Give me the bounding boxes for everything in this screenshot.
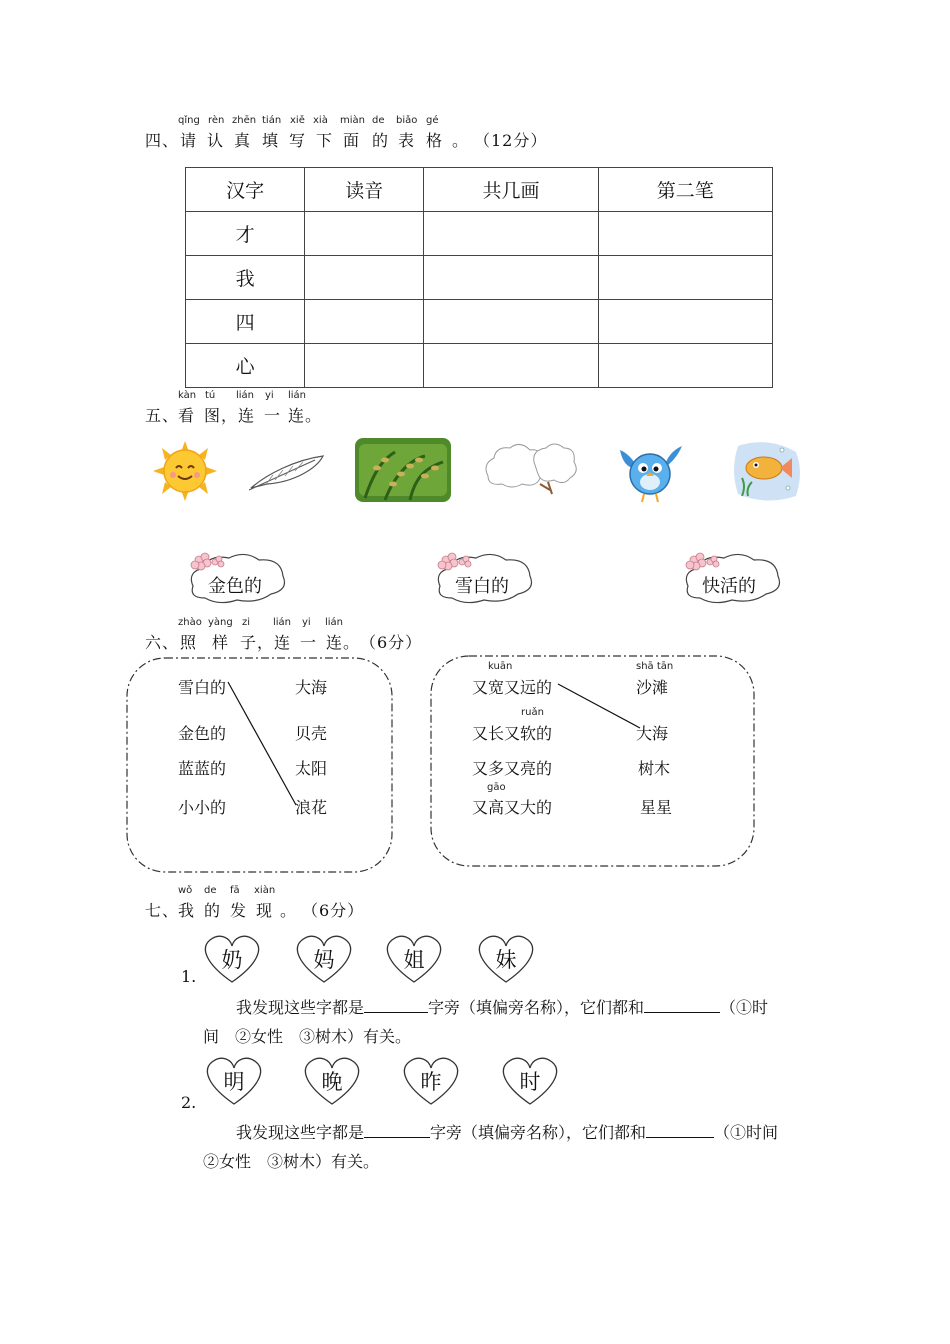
- title-char: 的: [204, 901, 222, 920]
- table-header: 第二笔: [598, 168, 772, 212]
- pinyin: fā: [230, 885, 240, 896]
- pinyin: tú: [205, 390, 216, 401]
- title-char: 的: [372, 131, 390, 150]
- pinyin: yi: [302, 617, 311, 628]
- pinyin: lián: [273, 617, 292, 628]
- left-noun[interactable]: 太阳: [295, 759, 328, 778]
- pinyin: wǒ: [178, 885, 193, 896]
- heart-char: 妈: [313, 948, 335, 972]
- meaning-blank[interactable]: [646, 1123, 714, 1138]
- table-char: 才: [186, 212, 305, 256]
- sentence-text: 我发现这些字都是: [236, 998, 365, 1017]
- heart-char: 奶: [221, 948, 243, 972]
- q2-sentence: [236, 1120, 778, 1143]
- pinyin: de: [204, 885, 217, 896]
- sentence-text: 字旁（填偏旁名称），它们都和: [428, 998, 645, 1017]
- cloud-label[interactable]: 雪白的: [455, 576, 509, 597]
- right-adjective[interactable]: 又多又亮的: [472, 759, 553, 778]
- q1-sentence: [236, 995, 768, 1018]
- pinyin: zhào: [178, 617, 202, 628]
- table-char: 四: [186, 300, 305, 344]
- title-char: 格: [426, 131, 444, 150]
- title-char: 填: [262, 131, 280, 150]
- title-char: 看: [178, 406, 196, 425]
- right-noun[interactable]: 沙滩: [636, 678, 669, 697]
- title-char: 连: [238, 406, 256, 425]
- table-header: 读音: [305, 168, 424, 212]
- title-char: 现: [256, 901, 274, 920]
- left-noun[interactable]: 贝壳: [295, 724, 328, 743]
- pinyin: zhēn: [232, 115, 257, 126]
- score: （6分）: [360, 633, 423, 652]
- pinyin: zi: [242, 617, 251, 628]
- pinyin: miàn: [340, 115, 365, 126]
- right-noun[interactable]: 树木: [638, 759, 671, 778]
- pinyin: kàn: [178, 390, 197, 401]
- cloud-label[interactable]: 金色的: [208, 576, 262, 597]
- table-char: 心: [186, 344, 305, 388]
- radical-blank[interactable]: [364, 998, 428, 1013]
- pinyin: xià: [313, 115, 328, 126]
- title-char: 一: [264, 406, 282, 425]
- sentence-text: 字旁（填偏旁名称），它们都和: [430, 1123, 647, 1142]
- pinyin: gé: [426, 115, 439, 126]
- sentence-text: ②女性 ③树木）有关。: [203, 1152, 380, 1171]
- right-noun[interactable]: 星星: [640, 798, 673, 817]
- title-char: 连。: [288, 406, 323, 425]
- pinyin: ruǎn: [521, 707, 544, 718]
- sentence-text: （①时: [720, 998, 769, 1017]
- pinyin: yàng: [208, 617, 233, 628]
- question-number: 2.: [181, 1093, 197, 1112]
- title-char: 表: [398, 131, 416, 150]
- title-char: 真: [234, 131, 252, 150]
- section-prefix: 四、: [145, 131, 180, 150]
- meaning-blank[interactable]: [644, 998, 720, 1013]
- title-char: 子，: [240, 633, 275, 652]
- title-char: 一: [300, 633, 318, 652]
- right-adjective[interactable]: 又宽又远的: [472, 678, 553, 697]
- left-noun[interactable]: 浪花: [295, 798, 328, 817]
- right-adjective[interactable]: 又高又大的: [472, 798, 553, 817]
- title-char: 样: [212, 633, 230, 652]
- right-adjective[interactable]: 又长又软的: [472, 724, 553, 743]
- pinyin: lián: [236, 390, 255, 401]
- right-noun[interactable]: 大海: [636, 724, 669, 743]
- title-char: 下: [316, 131, 334, 150]
- radical-blank[interactable]: [364, 1123, 430, 1138]
- title-char: 图，: [204, 406, 239, 425]
- pinyin: qǐng: [178, 115, 200, 126]
- sentence-text: （①时间: [714, 1123, 779, 1142]
- section-prefix: 五、: [145, 406, 180, 425]
- pinyin: lián: [288, 390, 307, 401]
- left-adjective[interactable]: 蓝蓝的: [178, 759, 227, 778]
- pinyin: rèn: [208, 115, 225, 126]
- title-char: 我: [178, 901, 196, 920]
- pinyin: kuān: [488, 661, 513, 672]
- heart-char: 明: [223, 1070, 245, 1094]
- heart-char: 姐: [403, 948, 425, 972]
- heart-char: 晚: [321, 1070, 343, 1094]
- pinyin: de: [372, 115, 385, 126]
- heart-char: 时: [519, 1070, 541, 1094]
- heart-char: 妹: [495, 948, 517, 972]
- title-char: 照: [180, 633, 198, 652]
- left-noun[interactable]: 大海: [295, 678, 328, 697]
- table-char: 我: [186, 256, 305, 300]
- pinyin: tián: [262, 115, 282, 126]
- left-adjective[interactable]: 雪白的: [178, 678, 227, 697]
- title-char: 认: [207, 131, 225, 150]
- title-char: 。: [280, 901, 298, 920]
- score: （12分）: [474, 131, 548, 150]
- pinyin: gāo: [487, 782, 506, 793]
- cloud-label[interactable]: 快活的: [702, 576, 756, 597]
- left-adjective[interactable]: 小小的: [178, 798, 227, 817]
- pinyin: xiě: [290, 115, 305, 126]
- pinyin: lián: [325, 617, 344, 628]
- title-char: 请: [180, 131, 198, 150]
- title-char: 写: [289, 131, 307, 150]
- heart-char: 昨: [420, 1070, 442, 1094]
- title-char: 连。: [326, 633, 361, 652]
- section-prefix: 七、: [145, 901, 180, 920]
- title-char: 连: [274, 633, 292, 652]
- title-char: 。: [452, 131, 470, 150]
- score: （6分）: [302, 901, 365, 920]
- section-prefix: 六、: [145, 633, 180, 652]
- question-number: 1.: [181, 967, 197, 986]
- left-adjective[interactable]: 金色的: [178, 724, 227, 743]
- table-header: 共几画: [424, 168, 598, 212]
- pinyin: biǎo: [396, 115, 418, 126]
- title-char: 发: [230, 901, 248, 920]
- sentence-text: 我发现这些字都是: [236, 1123, 365, 1142]
- pinyin: yi: [265, 390, 274, 401]
- title-char: 面: [343, 131, 361, 150]
- pinyin: xiàn: [254, 885, 276, 896]
- table-header: 汉字: [186, 168, 305, 212]
- sentence-text: 间 ②女性 ③树木）有关。: [203, 1027, 412, 1046]
- pinyin: shā tān: [636, 661, 674, 672]
